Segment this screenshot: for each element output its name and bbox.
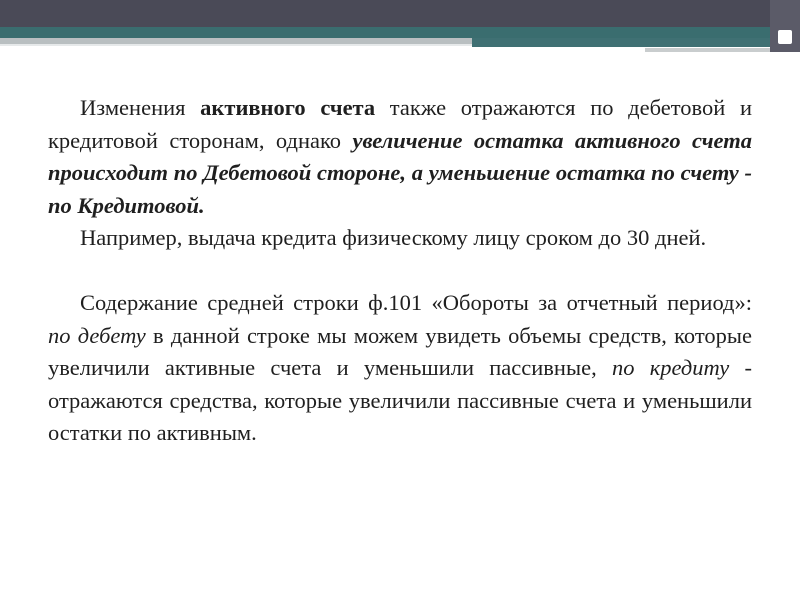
paragraph1-text-1: Изменения bbox=[80, 95, 201, 120]
slide-body bbox=[48, 92, 752, 450]
header-band-dark bbox=[0, 0, 800, 27]
header-band-teal bbox=[0, 27, 800, 38]
paragraph1-text-2: также отражаются по дебетовой и кредитовой сторонам, однако bbox=[48, 95, 752, 153]
paragraph1-bold-term: активного счета bbox=[200, 95, 376, 120]
paragraph-example bbox=[48, 222, 752, 255]
header-accent-gap bbox=[0, 44, 472, 46]
paragraph-form-101 bbox=[48, 287, 752, 450]
paragraph3-italic-debit: по дебету bbox=[48, 322, 146, 348]
header-accent-line-right bbox=[645, 48, 785, 52]
paragraph-active-account bbox=[48, 92, 752, 222]
header-band-teal-right bbox=[472, 38, 800, 47]
paragraph3-text-3: - отражаются средства, которые увеличили пассивные счета и уменьшили остатки по активным. bbox=[48, 355, 753, 446]
paragraph2-text: Например, выдача кредита физическому лицу сроком до 30 дней. bbox=[80, 225, 707, 251]
paragraph1-bold-italic-rule: увеличение остатка активного счета происходит по Дебетовой стороне, а уменьшение остатка по счету - по Кредитовой. bbox=[48, 127, 752, 218]
paragraph3-text-2: в данной строке мы можем увидеть объемы средств, которые увеличили активные счета и уменьшили пассивные, bbox=[48, 322, 752, 381]
paragraph-spacer bbox=[48, 255, 752, 287]
paragraph3-italic-credit: по кредиту bbox=[611, 355, 730, 381]
header-corner-decoration bbox=[770, 0, 800, 52]
paragraph3-text-1: Содержание средней строки ф.101 «Обороты за отчетный период»: bbox=[80, 289, 752, 315]
